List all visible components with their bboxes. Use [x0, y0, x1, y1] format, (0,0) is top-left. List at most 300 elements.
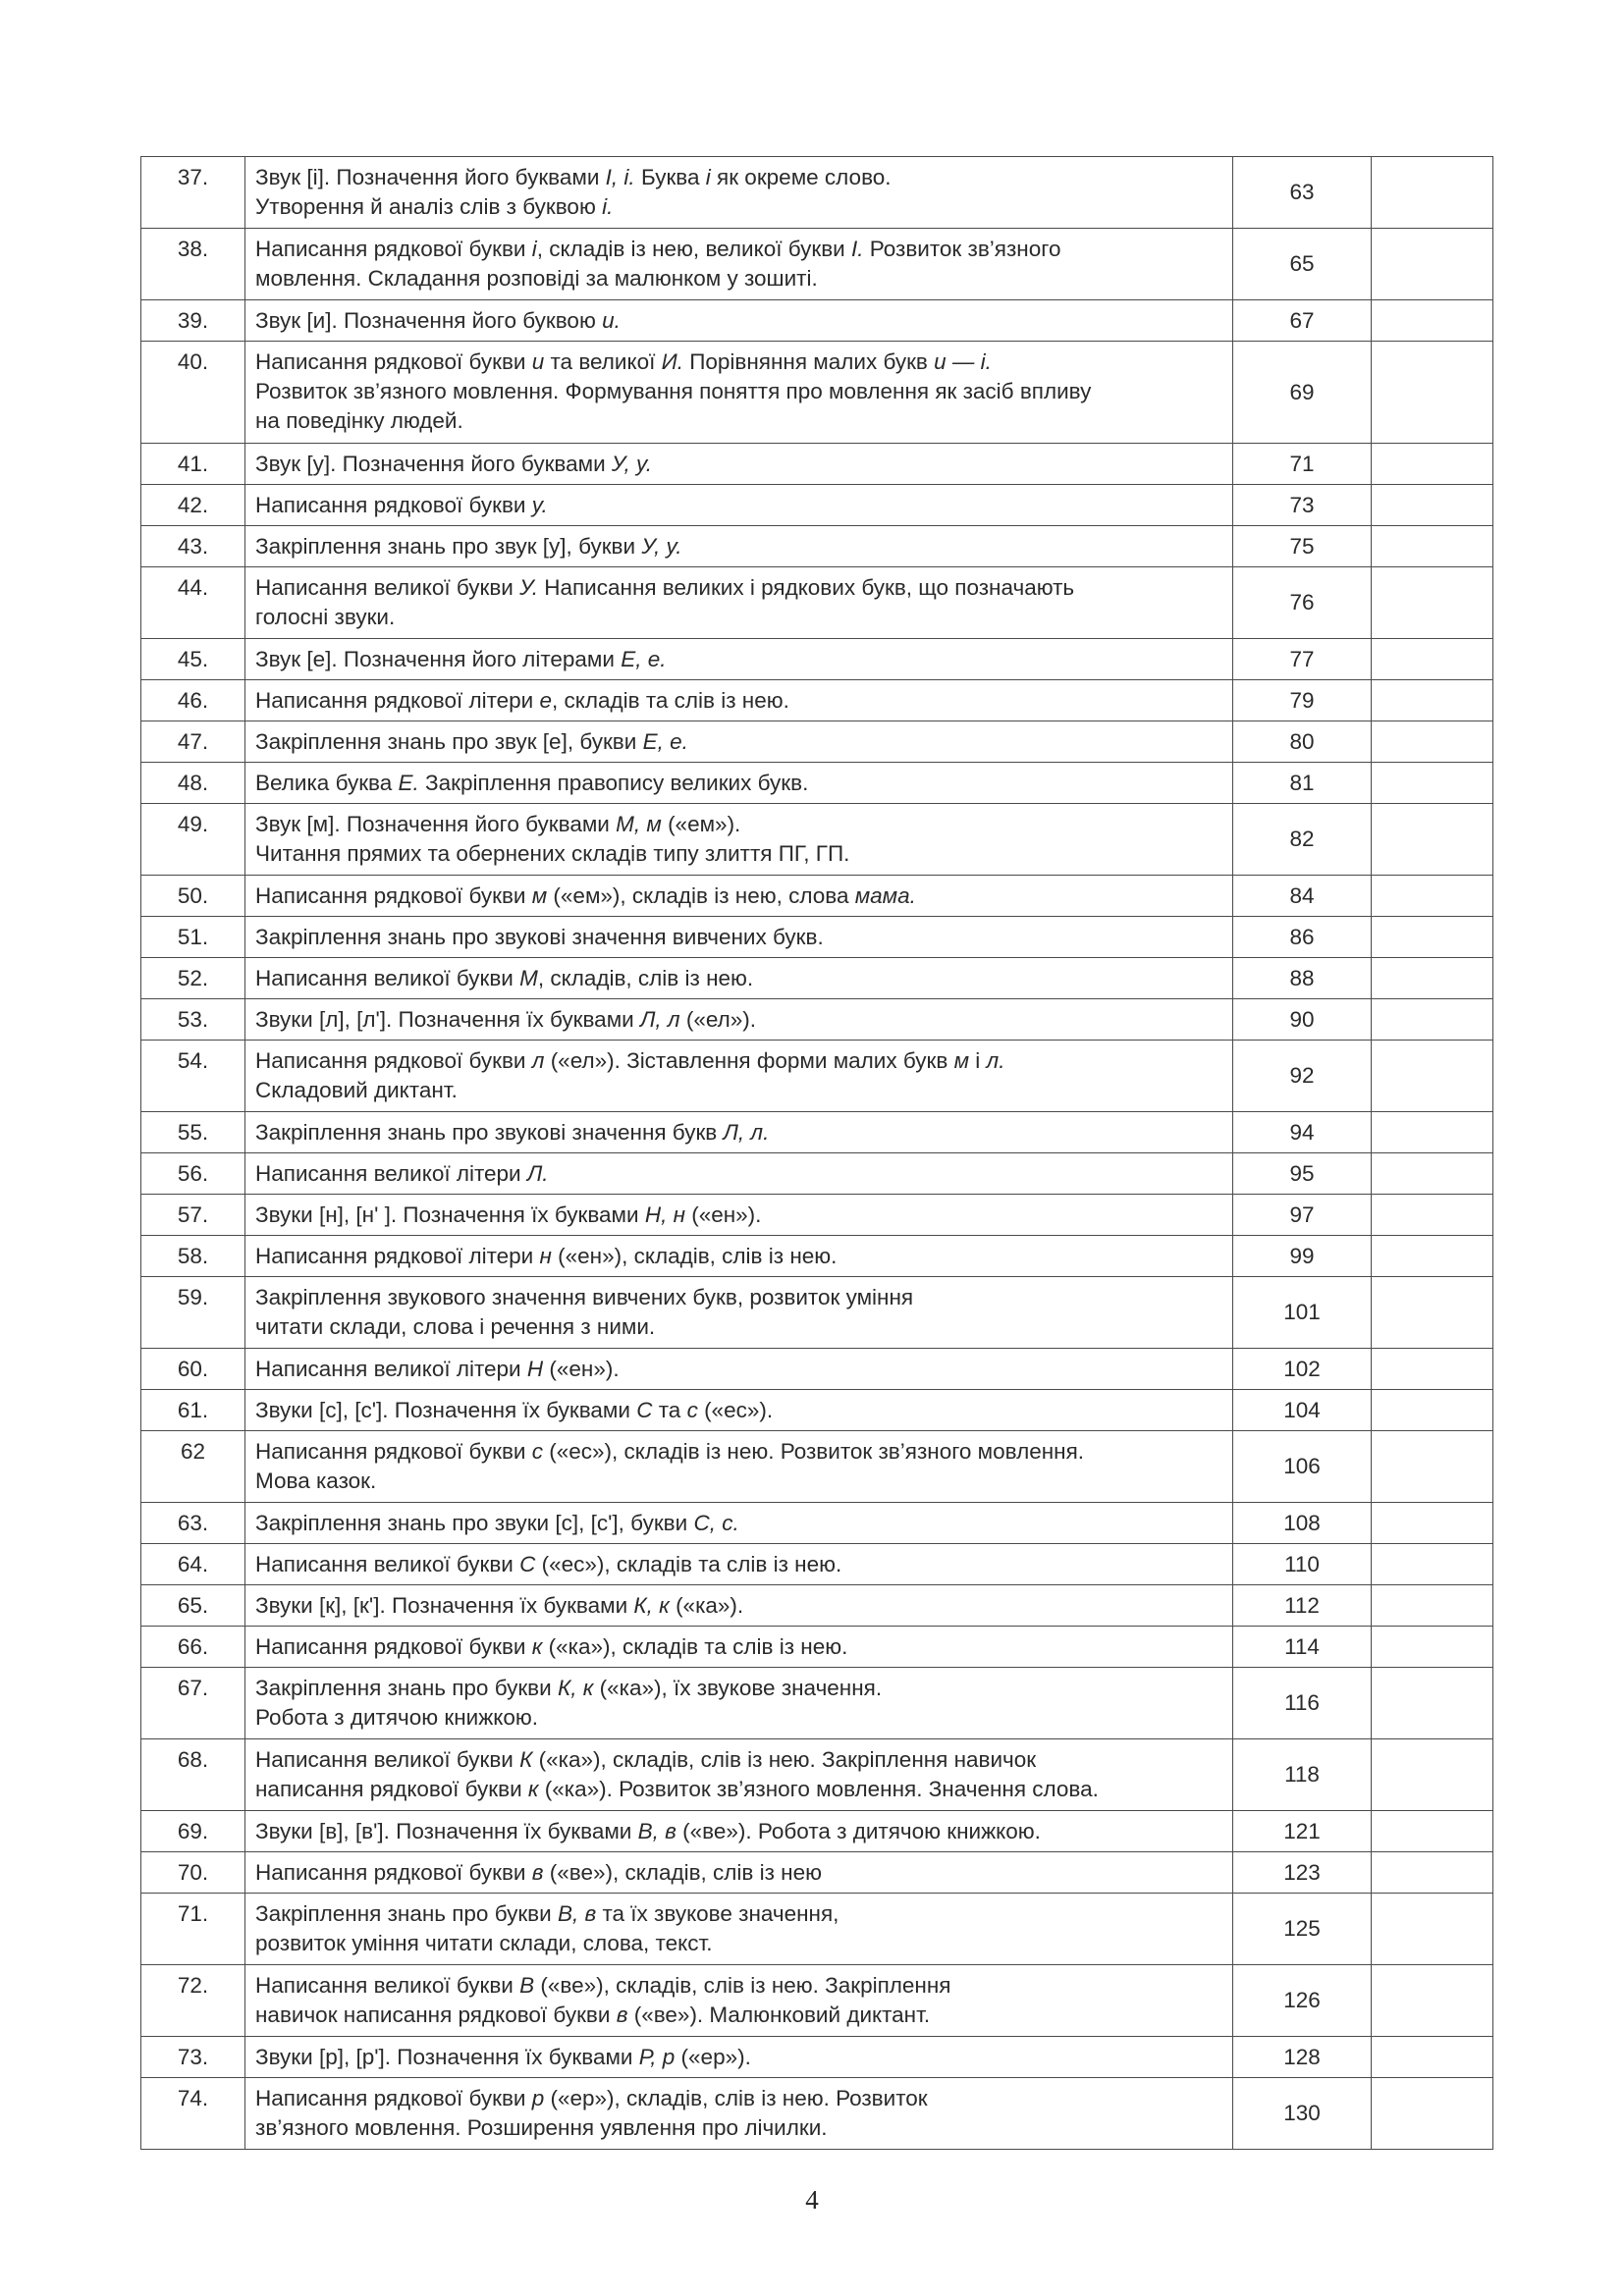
topic-text: Закріплення знань про звук [у], букви	[255, 534, 642, 559]
lesson-page: 114	[1233, 1627, 1372, 1668]
lesson-page: 102	[1233, 1349, 1372, 1390]
lesson-page: 121	[1233, 1811, 1372, 1852]
lesson-topic	[245, 1852, 1233, 1894]
lesson-row	[141, 1852, 1493, 1894]
topic-text: Написання рядкової букви	[255, 1634, 532, 1659]
lesson-topic-line	[255, 1971, 1222, 2001]
lesson-topic	[245, 804, 1233, 876]
lesson-row	[141, 1544, 1493, 1585]
topic-text: Написання рядкової букви	[255, 2086, 532, 2110]
lesson-topic-line	[255, 1396, 1222, 1425]
lesson-topic-line	[255, 1283, 1222, 1312]
lesson-row	[141, 1431, 1493, 1503]
lesson-topic-line	[255, 1591, 1222, 1621]
topic-text: Написання рядкової букви	[255, 349, 532, 374]
lesson-topic	[245, 763, 1233, 804]
lesson-row	[141, 876, 1493, 917]
lesson-topic	[245, 1390, 1233, 1431]
lesson-notes-cell	[1372, 1390, 1493, 1431]
topic-text: Написання великої букви	[255, 1973, 520, 1998]
lesson-topic	[245, 567, 1233, 639]
topic-letter-italic: в	[531, 1860, 544, 1885]
lesson-topic-line	[255, 603, 1222, 632]
topic-text: , складів, слів із нею.	[537, 966, 754, 990]
lesson-page: 97	[1233, 1195, 1372, 1236]
topic-text: Утворення й аналіз слів з буквою	[255, 194, 603, 219]
lesson-notes-cell	[1372, 1894, 1493, 1965]
lesson-row	[141, 526, 1493, 567]
lesson-topic-line	[255, 1467, 1222, 1496]
lesson-topic	[245, 1041, 1233, 1112]
lesson-row	[141, 1041, 1493, 1112]
topic-letter-italic: и — і.	[934, 349, 992, 374]
lesson-topic-line	[255, 1817, 1222, 1846]
lesson-topic-line	[255, 1312, 1222, 1342]
topic-letter-italic: л.	[986, 1048, 1005, 1073]
lesson-topic	[245, 958, 1233, 999]
lesson-page: 110	[1233, 1544, 1372, 1585]
lesson-row	[141, 1236, 1493, 1277]
topic-text: Написання великої букви	[255, 1747, 520, 1772]
lesson-topic	[245, 1431, 1233, 1503]
topic-text: Написання рядкової букви	[255, 493, 532, 517]
topic-text: навичок написання рядкової букви	[255, 2002, 617, 2027]
lesson-notes-cell	[1372, 300, 1493, 342]
topic-text: Закріплення знань про звук [е], букви	[255, 729, 643, 754]
lesson-topic	[245, 1811, 1233, 1852]
lesson-topic-line	[255, 1775, 1222, 1804]
topic-text: та	[652, 1398, 687, 1422]
topic-letter-italic: л	[531, 1048, 545, 1073]
lesson-number: 43.	[141, 526, 245, 567]
lesson-topic-line	[255, 964, 1222, 993]
topic-text: («ен»), складів, слів із нею.	[551, 1244, 838, 1268]
lesson-row	[141, 342, 1493, 444]
lesson-number: 61.	[141, 1390, 245, 1431]
lesson-number: 48.	[141, 763, 245, 804]
topic-text: Звуки [в], [в']. Позначення їх буквами	[255, 1819, 638, 1843]
topic-text: Звук [у]. Позначення його буквами	[255, 452, 612, 476]
lesson-page: 118	[1233, 1739, 1372, 1811]
lesson-row	[141, 157, 1493, 229]
topic-text: та їх звукове значення,	[596, 1901, 839, 1926]
lesson-row	[141, 763, 1493, 804]
lesson-number: 39.	[141, 300, 245, 342]
topic-text: («ел»). Зіставлення форми малих букв	[544, 1048, 954, 1073]
lesson-topic-line	[255, 1703, 1222, 1733]
topic-text: («ер»), складів, слів із нею. Розвиток	[544, 2086, 928, 2110]
topic-letter-italic: в	[616, 2002, 628, 2027]
topic-text: Порівняння малих букв	[682, 349, 935, 374]
topic-letter-italic: м	[531, 883, 548, 908]
lesson-topic	[245, 485, 1233, 526]
lesson-number: 51.	[141, 917, 245, 958]
lesson-number: 54.	[141, 1041, 245, 1112]
lesson-number: 68.	[141, 1739, 245, 1811]
lesson-topic-line	[255, 1509, 1222, 1538]
lesson-page: 65	[1233, 229, 1372, 300]
lesson-notes-cell	[1372, 1236, 1493, 1277]
lesson-topic-line	[255, 1201, 1222, 1230]
lesson-page: 82	[1233, 804, 1372, 876]
topic-letter-italic: У.	[519, 575, 538, 600]
lesson-topic-line	[255, 235, 1222, 264]
lesson-page: 79	[1233, 680, 1372, 721]
lesson-notes-cell	[1372, 1041, 1493, 1112]
lesson-row	[141, 300, 1493, 342]
topic-text: («ес»), складів та слів із нею.	[535, 1552, 842, 1576]
lesson-page: 81	[1233, 763, 1372, 804]
lesson-topic	[245, 1349, 1233, 1390]
lesson-number: 71.	[141, 1894, 245, 1965]
lesson-plan-table	[140, 156, 1493, 2150]
topic-text: Звуки [л], [л']. Позначення їх буквами	[255, 1007, 640, 1032]
topic-letter-italic: И.	[661, 349, 683, 374]
lesson-topic	[245, 229, 1233, 300]
topic-text: («ер»).	[675, 2045, 751, 2069]
lesson-row	[141, 1965, 1493, 2037]
lesson-topic-line	[255, 2043, 1222, 2072]
lesson-notes-cell	[1372, 485, 1493, 526]
lesson-notes-cell	[1372, 1431, 1493, 1503]
lesson-topic	[245, 2078, 1233, 2150]
lesson-notes-cell	[1372, 1811, 1493, 1852]
topic-letter-italic: Л, л	[639, 1007, 680, 1032]
lesson-topic-line	[255, 1899, 1222, 1929]
topic-text: («ка»).	[669, 1593, 744, 1618]
page-number: 4	[805, 2185, 819, 2215]
lesson-topic-line	[255, 406, 1222, 436]
lesson-notes-cell	[1372, 1544, 1493, 1585]
topic-text: Мова казок.	[255, 1468, 377, 1493]
lesson-page: 125	[1233, 1894, 1372, 1965]
lesson-notes-cell	[1372, 876, 1493, 917]
topic-letter-italic: к	[527, 1777, 539, 1801]
topic-letter-italic: н	[539, 1244, 552, 1268]
lesson-page: 69	[1233, 342, 1372, 444]
topic-text: Закріплення знань про звукові значення вивчених букв.	[255, 925, 824, 949]
lesson-number: 57.	[141, 1195, 245, 1236]
lesson-number: 41.	[141, 444, 245, 485]
topic-text: («ве»), складів, слів із нею	[543, 1860, 822, 1885]
lesson-topic-line	[255, 1858, 1222, 1888]
topic-text: Розвиток зв’язного	[863, 237, 1061, 261]
lesson-notes-cell	[1372, 1277, 1493, 1349]
lesson-number: 70.	[141, 1852, 245, 1894]
lesson-topic-line	[255, 377, 1222, 406]
topic-text: Написання рядкової букви	[255, 1439, 532, 1464]
topic-text: Закріплення звукового значення вивчених букв, розвиток уміння	[255, 1285, 914, 1309]
lesson-row	[141, 1112, 1493, 1153]
lesson-topic-line	[255, 573, 1222, 603]
lesson-notes-cell	[1372, 342, 1493, 444]
lesson-number: 72.	[141, 1965, 245, 2037]
lesson-page: 76	[1233, 567, 1372, 639]
lesson-topic	[245, 1277, 1233, 1349]
topic-text: Закріплення знань про звукові значення букв	[255, 1120, 724, 1145]
lesson-number: 64.	[141, 1544, 245, 1585]
lesson-number: 60.	[141, 1349, 245, 1390]
lesson-row	[141, 680, 1493, 721]
lesson-row	[141, 721, 1493, 763]
lesson-topic	[245, 1195, 1233, 1236]
lesson-topic-line	[255, 450, 1222, 479]
lesson-number: 44.	[141, 567, 245, 639]
topic-text: («ел»).	[679, 1007, 757, 1032]
lesson-notes-cell	[1372, 1852, 1493, 1894]
topic-text: Велика буква	[255, 771, 399, 795]
lesson-row	[141, 917, 1493, 958]
lesson-plan-body	[141, 157, 1493, 2150]
lesson-page: 99	[1233, 1236, 1372, 1277]
lesson-page: 84	[1233, 876, 1372, 917]
lesson-number: 45.	[141, 639, 245, 680]
lesson-notes-cell	[1372, 1668, 1493, 1739]
topic-text: голосні звуки.	[255, 605, 396, 629]
topic-letter-italic: у.	[531, 493, 548, 517]
lesson-topic-line	[255, 1929, 1222, 1958]
lesson-page: 123	[1233, 1852, 1372, 1894]
topic-text: Звуки [к], [к']. Позначення їх буквами	[255, 1593, 634, 1618]
lesson-topic	[245, 1585, 1233, 1627]
lesson-page: 106	[1233, 1431, 1372, 1503]
lesson-notes-cell	[1372, 639, 1493, 680]
lesson-topic	[245, 917, 1233, 958]
lesson-topic-line	[255, 1745, 1222, 1775]
topic-text: написання рядкової букви	[255, 1777, 528, 1801]
lesson-topic-line	[255, 532, 1222, 561]
lesson-notes-cell	[1372, 2037, 1493, 2078]
lesson-row	[141, 1390, 1493, 1431]
topic-text: («ен»).	[684, 1202, 762, 1227]
topic-text: Написання рядкової букви	[255, 1860, 532, 1885]
lesson-notes-cell	[1372, 2078, 1493, 2150]
topic-text: Звуки [с], [с']. Позначення їх буквами	[255, 1398, 637, 1422]
lesson-row	[141, 2078, 1493, 2150]
topic-letter-italic: Е.	[398, 771, 419, 795]
topic-text: як окреме слово.	[710, 165, 892, 189]
topic-letter-italic: Е, е.	[642, 729, 688, 754]
topic-text: Закріплення правопису великих букв.	[418, 771, 809, 795]
topic-letter-italic: В	[519, 1973, 535, 1998]
topic-letter-italic: и.	[602, 308, 621, 333]
topic-text: Написання рядкової букви	[255, 237, 532, 261]
topic-letter-italic: Л.	[526, 1161, 549, 1186]
lesson-notes-cell	[1372, 157, 1493, 229]
lesson-topic	[245, 680, 1233, 721]
topic-text: Написання рядкової літери	[255, 1244, 540, 1268]
lesson-number: 53.	[141, 999, 245, 1041]
topic-letter-italic: Р, р	[638, 2045, 676, 2069]
lesson-notes-cell	[1372, 567, 1493, 639]
topic-text: («ес»), складів із нею. Розвиток зв’язного мовлення.	[542, 1439, 1085, 1464]
topic-text: («ем»), складів із нею, слова	[547, 883, 855, 908]
lesson-topic-line	[255, 686, 1222, 716]
topic-text: Написання великої букви	[255, 966, 520, 990]
lesson-topic	[245, 342, 1233, 444]
lesson-page: 80	[1233, 721, 1372, 763]
lesson-topic-line	[255, 1550, 1222, 1579]
topic-letter-italic: М, м	[616, 812, 662, 836]
topic-text: Звуки [н], [н' ]. Позначення їх буквами	[255, 1202, 645, 1227]
lesson-page: 90	[1233, 999, 1372, 1041]
topic-text: Робота з дитячою книжкою.	[255, 1705, 538, 1730]
lesson-page: 67	[1233, 300, 1372, 342]
topic-text: Читання прямих та обернених складів типу злиття ПГ, ГП.	[255, 841, 850, 866]
lesson-topic	[245, 1544, 1233, 1585]
lesson-topic	[245, 1965, 1233, 2037]
lesson-topic-line	[255, 192, 1222, 222]
topic-text: Звуки [р], [р']. Позначення їх буквами	[255, 2045, 639, 2069]
lesson-topic	[245, 1894, 1233, 1965]
topic-letter-italic: У, у.	[611, 452, 653, 476]
topic-text: Звук [и]. Позначення його буквою	[255, 308, 603, 333]
topic-text: Звук [е]. Позначення його літерами	[255, 647, 622, 671]
topic-text: та великої	[544, 349, 662, 374]
topic-letter-italic: С	[636, 1398, 653, 1422]
topic-text: Написання великої букви	[255, 1552, 520, 1576]
lesson-number: 69.	[141, 1811, 245, 1852]
lesson-topic-line	[255, 839, 1222, 869]
topic-text: Розвиток зв’язного мовлення. Формування поняття про мовлення як засіб впливу	[255, 379, 1092, 403]
lesson-row	[141, 1627, 1493, 1668]
topic-text: Написання рядкової букви	[255, 1048, 532, 1073]
topic-letter-italic: К, к	[633, 1593, 670, 1618]
lesson-notes-cell	[1372, 958, 1493, 999]
lesson-topic-line	[255, 923, 1222, 952]
topic-text: на поведінку людей.	[255, 408, 463, 433]
lesson-notes-cell	[1372, 444, 1493, 485]
lesson-topic	[245, 526, 1233, 567]
lesson-notes-cell	[1372, 680, 1493, 721]
lesson-topic-line	[255, 1159, 1222, 1189]
topic-text: Написання рядкової букви	[255, 883, 532, 908]
topic-text: Закріплення знань про букви	[255, 1676, 558, 1700]
lesson-number: 37.	[141, 157, 245, 229]
lesson-topic	[245, 639, 1233, 680]
lesson-topic-line	[255, 1118, 1222, 1148]
lesson-topic	[245, 1236, 1233, 1277]
topic-text: («ка»), складів, слів із нею. Закріплення навичок	[532, 1747, 1037, 1772]
topic-letter-italic: М	[519, 966, 538, 990]
lesson-number: 52.	[141, 958, 245, 999]
topic-letter-italic: В, в	[557, 1901, 597, 1926]
lesson-notes-cell	[1372, 1503, 1493, 1544]
lesson-topic-line	[255, 1005, 1222, 1035]
lesson-notes-cell	[1372, 917, 1493, 958]
lesson-topic-line	[255, 1355, 1222, 1384]
topic-text: («ве»). Робота з дитячою книжкою.	[676, 1819, 1041, 1843]
topic-letter-italic: С	[519, 1552, 536, 1576]
lesson-topic	[245, 721, 1233, 763]
topic-text: Складовий диктант.	[255, 1078, 458, 1102]
topic-text: («ве»). Малюнковий диктант.	[627, 2002, 931, 2027]
lesson-row	[141, 1894, 1493, 1965]
lesson-topic-line	[255, 163, 1222, 192]
lesson-row	[141, 1668, 1493, 1739]
topic-text: Написання великої букви	[255, 575, 520, 600]
lesson-topic-line	[255, 1076, 1222, 1105]
topic-text: («ен»).	[543, 1357, 620, 1381]
lesson-row	[141, 639, 1493, 680]
lesson-topic-line	[255, 491, 1222, 520]
lesson-topic-line	[255, 1437, 1222, 1467]
lesson-number: 56.	[141, 1153, 245, 1195]
topic-letter-italic: Н, н	[644, 1202, 685, 1227]
topic-letter-italic: В, в	[637, 1819, 677, 1843]
topic-text: , складів та слів із нею.	[552, 688, 789, 713]
lesson-row	[141, 999, 1493, 1041]
lesson-page: 77	[1233, 639, 1372, 680]
lesson-number: 67.	[141, 1668, 245, 1739]
topic-letter-italic: І.	[850, 237, 864, 261]
lesson-topic	[245, 2037, 1233, 2078]
topic-text: («ка»). Розвиток зв’язного мовлення. Значення слова.	[538, 1777, 1099, 1801]
lesson-page: 116	[1233, 1668, 1372, 1739]
topic-text: Написання великої літери	[255, 1161, 527, 1186]
topic-letter-italic: К, к	[557, 1676, 594, 1700]
lesson-topic-line	[255, 306, 1222, 336]
topic-text: розвиток уміння читати склади, слова, текст.	[255, 1931, 713, 1955]
lesson-number: 40.	[141, 342, 245, 444]
lesson-number: 66.	[141, 1627, 245, 1668]
topic-text: читати склади, слова і речення з ними.	[255, 1314, 656, 1339]
lesson-number: 49.	[141, 804, 245, 876]
lesson-notes-cell	[1372, 1585, 1493, 1627]
topic-text: зв’язного мовлення. Розширення уявлення про лічилки.	[255, 2115, 828, 2140]
lesson-topic	[245, 1739, 1233, 1811]
topic-text: Звук [і]. Позначення його буквами	[255, 165, 606, 189]
lesson-number: 38.	[141, 229, 245, 300]
lesson-topic	[245, 1503, 1233, 1544]
topic-text: («ка»), їх звукове значення.	[593, 1676, 883, 1700]
lesson-topic-line	[255, 2084, 1222, 2113]
topic-letter-italic: і	[705, 165, 711, 189]
lesson-page: 92	[1233, 1041, 1372, 1112]
lesson-topic-line	[255, 264, 1222, 294]
lesson-row	[141, 1349, 1493, 1390]
lesson-page: 130	[1233, 2078, 1372, 2150]
topic-text: («ес»).	[697, 1398, 774, 1422]
lesson-row	[141, 444, 1493, 485]
topic-text: Написання великих і рядкових букв, що позначають	[537, 575, 1075, 600]
topic-letter-italic: і	[531, 237, 537, 261]
topic-text: і	[969, 1048, 987, 1073]
topic-text: Написання рядкової літери	[255, 688, 540, 713]
topic-letter-italic: С, с.	[693, 1511, 739, 1535]
topic-letter-italic: І, і.	[605, 165, 635, 189]
lesson-topic	[245, 1668, 1233, 1739]
lesson-page: 86	[1233, 917, 1372, 958]
lesson-topic	[245, 1112, 1233, 1153]
topic-letter-italic: м	[953, 1048, 970, 1073]
lesson-page: 73	[1233, 485, 1372, 526]
lesson-page: 71	[1233, 444, 1372, 485]
lesson-topic-line	[255, 769, 1222, 798]
lesson-topic-line	[255, 645, 1222, 674]
lesson-notes-cell	[1372, 721, 1493, 763]
lesson-notes-cell	[1372, 1195, 1493, 1236]
topic-letter-italic: к	[531, 1634, 543, 1659]
lesson-topic-line	[255, 810, 1222, 839]
lesson-notes-cell	[1372, 1349, 1493, 1390]
topic-letter-italic: і.	[602, 194, 614, 219]
lesson-notes-cell	[1372, 1112, 1493, 1153]
lesson-number: 62	[141, 1431, 245, 1503]
lesson-row	[141, 1503, 1493, 1544]
lesson-number: 42.	[141, 485, 245, 526]
topic-letter-italic: р	[531, 2086, 545, 2110]
